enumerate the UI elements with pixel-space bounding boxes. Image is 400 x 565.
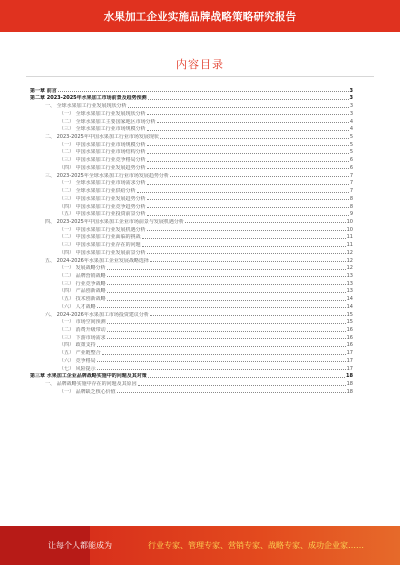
- toc-entry[interactable]: [30, 194, 353, 202]
- toc-dot-leader: [97, 346, 346, 347]
- toc-page-number: 5: [349, 134, 353, 141]
- toc-entry[interactable]: [30, 356, 353, 364]
- toc-page-number: 15: [346, 319, 353, 326]
- toc-entry[interactable]: [30, 225, 353, 233]
- toc-entry-text: （二） 中国水果加工行业市场结构分析: [59, 149, 146, 156]
- toc-entry-text: （五） 技术创新战略: [59, 296, 106, 303]
- toc-page-number: 6: [349, 164, 353, 171]
- toc-dot-leader: [150, 315, 346, 316]
- toc-entry-text: （二） 全球水果加工行业供给分析: [59, 188, 136, 195]
- toc-entry[interactable]: [30, 163, 353, 171]
- toc-entry[interactable]: [30, 117, 353, 125]
- toc-dot-leader: [147, 114, 349, 115]
- toc-page-number: 13: [346, 280, 353, 287]
- toc-dot-leader: [107, 323, 346, 324]
- toc-dot-leader: [138, 385, 346, 386]
- toc-page-number: 17: [346, 350, 353, 357]
- toc-page-number: 18: [346, 373, 353, 380]
- toc-entry[interactable]: [30, 310, 353, 318]
- toc-dot-leader: [170, 176, 349, 177]
- toc-entry[interactable]: [30, 387, 353, 395]
- footer-banner: [0, 526, 400, 565]
- toc-dot-leader: [148, 99, 349, 100]
- toc-entry-text: （四） 产品创新战略: [59, 288, 106, 295]
- toc-entry[interactable]: [30, 132, 353, 140]
- toc-dot-leader: [97, 307, 346, 308]
- toc-page-number: 16: [346, 327, 353, 333]
- toc-entry-text: （五） 中国水果加工行业投资前景分析: [59, 211, 146, 218]
- toc-dot-leader: [107, 284, 346, 285]
- toc-entry-text: （一） 中国水果加工行业发展机遇分析: [59, 226, 146, 233]
- toc-entry[interactable]: [30, 86, 353, 94]
- toc-page-number: 5: [349, 149, 353, 156]
- toc-entry[interactable]: [30, 379, 353, 387]
- toc-page-number: 9: [349, 211, 353, 218]
- toc-page-number: 11: [346, 234, 353, 241]
- toc-page-number: 13: [346, 288, 353, 295]
- toc-entry-text: （三） 中国水果加工行业竞争格局分析: [59, 157, 146, 164]
- toc-page-number: 7: [349, 172, 353, 179]
- toc-dot-leader: [97, 369, 346, 370]
- toc-entry-text: （六） 人才战略: [59, 303, 96, 310]
- table-of-contents: [30, 86, 353, 395]
- toc-entry-text: （三） 中国水果加工行业发展趋势分析: [59, 195, 146, 202]
- toc-page-number: 11: [346, 242, 353, 249]
- toc-entry-text: （四） 中国水果加工行业发展前景分析: [59, 249, 146, 256]
- toc-entry-text: 六、 2024-2026年水果加工市场投资建议分析: [45, 311, 149, 318]
- report-header-bar: [0, 0, 400, 32]
- toc-dot-leader: [147, 153, 349, 154]
- toc-entry-text: 四、 2023-2025年中国水果加工企业市场前景与发展机遇分析: [45, 218, 184, 225]
- toc-dot-leader: [107, 292, 346, 293]
- toc-entry-text: （五） 产业链整合: [59, 350, 101, 357]
- toc-entry[interactable]: [30, 186, 353, 194]
- toc-entry[interactable]: [30, 148, 353, 156]
- toc-entry[interactable]: [30, 264, 353, 272]
- toc-entry[interactable]: [30, 101, 353, 109]
- toc-page-number: 4: [349, 126, 353, 133]
- toc-dot-leader: [147, 184, 349, 185]
- toc-page-number: 14: [346, 296, 353, 303]
- toc-entry-text: （一） 发展战略分析: [59, 265, 106, 272]
- toc-entry[interactable]: [30, 155, 353, 163]
- footer-tagline: 行业专家、管理专家、营销专家、战略专家、成功企业家……: [148, 541, 364, 550]
- toc-dot-leader: [142, 238, 346, 239]
- toc-page-number: 12: [346, 257, 353, 264]
- toc-dot-leader: [147, 130, 349, 131]
- toc-page-number: 5: [349, 141, 353, 148]
- toc-entry[interactable]: [30, 302, 353, 310]
- toc-entry-text: （一） 全球水果加工行业发展现状分析: [59, 110, 146, 117]
- toc-entry-text: （六） 竞争格局: [59, 357, 96, 364]
- toc-entry-text: 第二章 2023-2025年水果加工市场前景及趋势预测: [30, 95, 147, 102]
- toc-page-number: 18: [346, 381, 353, 388]
- toc-dot-leader: [147, 199, 349, 200]
- toc-dot-leader: [147, 145, 349, 146]
- toc-dot-leader: [102, 354, 346, 355]
- toc-entry[interactable]: [30, 248, 353, 256]
- toc-entry-text: （二） 中国水果加工行业面临的挑战: [59, 234, 141, 241]
- toc-entry[interactable]: [30, 94, 353, 102]
- toc-page-number: 8: [349, 195, 353, 202]
- toc-entry[interactable]: [30, 341, 353, 349]
- toc-dot-leader: [185, 222, 346, 223]
- toc-page-number: 17: [346, 357, 353, 364]
- toc-page-number: 12: [346, 249, 353, 256]
- toc-entry[interactable]: [30, 233, 353, 241]
- toc-entry-text: （三） 全球水果加工行业市场规模分析: [59, 126, 146, 133]
- toc-dot-leader: [147, 230, 346, 231]
- toc-dot-leader: [107, 276, 346, 277]
- toc-entry[interactable]: [30, 287, 353, 295]
- toc-page-number: 16: [346, 342, 353, 349]
- toc-entry-text: 第一章 前言: [30, 87, 57, 94]
- toc-dot-leader: [147, 215, 349, 216]
- toc-entry-text: （四） 中国水果加工行业竞争趋势分析: [59, 203, 146, 210]
- toc-dot-leader: [137, 192, 349, 193]
- toc-dot-leader: [147, 168, 349, 169]
- toc-page-number: 13: [346, 272, 353, 279]
- toc-entry[interactable]: [30, 318, 353, 326]
- toc-dot-leader: [107, 331, 346, 332]
- toc-entry[interactable]: [30, 271, 353, 279]
- toc-entry-text: （二） 消费升级带动: [59, 327, 106, 333]
- toc-dot-leader: [128, 107, 349, 108]
- toc-dot-leader: [147, 161, 349, 162]
- toc-entry[interactable]: [30, 372, 353, 380]
- toc-page-number: 10: [346, 226, 353, 233]
- toc-entry[interactable]: [30, 325, 353, 333]
- toc-entry[interactable]: [30, 240, 353, 248]
- toc-page-number: 12: [346, 265, 353, 272]
- toc-entry-text: 五、 2024-2026年水果加工企业发展战略选择: [45, 257, 149, 264]
- toc-dot-leader: [107, 338, 346, 339]
- toc-entry-text: （一） 市场空间预测: [59, 319, 106, 326]
- toc-dot-leader: [58, 91, 349, 92]
- toc-page-number: 16: [346, 334, 353, 341]
- toc-page-number: 17: [346, 365, 353, 372]
- toc-page-number: 4: [349, 118, 353, 125]
- toc-page-number: 6: [349, 157, 353, 164]
- toc-dot-leader: [142, 246, 346, 247]
- toc-entry[interactable]: [30, 217, 353, 225]
- toc-dot-leader: [160, 138, 349, 139]
- toc-dot-leader: [97, 361, 346, 362]
- toc-page-number: 7: [349, 180, 353, 187]
- toc-page-number: 3: [349, 110, 353, 117]
- toc-entry-text: 三、 2023-2025年全球水果加工行业市场发展趋势分析: [45, 172, 169, 179]
- toc-dot-leader: [147, 253, 346, 254]
- toc-entry-text: （一） 中国水果加工行业市场规模分析: [59, 141, 146, 148]
- toc-page-number: 18: [346, 388, 353, 395]
- report-title: 水果加工企业实施品牌战略策略研究报告: [103, 10, 297, 23]
- toc-dot-leader: [107, 300, 346, 301]
- toc-entry-text: （三） 下游市场需求: [59, 334, 106, 341]
- toc-entry[interactable]: [30, 333, 353, 341]
- toc-entry-text: （一） 全球水果加工行业市场需求分析: [59, 180, 146, 187]
- toc-dot-leader: [117, 392, 346, 393]
- toc-dot-leader: [148, 377, 345, 378]
- toc-page-number: 14: [346, 303, 353, 310]
- toc-page-number: 8: [349, 203, 353, 210]
- toc-entry-text: 第三章 水果加工企业品牌战略实施中的问题及其对策: [30, 373, 147, 380]
- toc-entry[interactable]: [30, 140, 353, 148]
- toc-dot-leader: [107, 269, 346, 270]
- toc-page-number: 10: [346, 218, 353, 225]
- toc-entry[interactable]: [30, 348, 353, 356]
- toc-entry-text: （三） 中国水果加工行业存在的问题: [59, 242, 141, 249]
- toc-entry-text: （四） 政策支持: [59, 342, 96, 349]
- toc-entry[interactable]: [30, 202, 353, 210]
- toc-page-number: 3: [349, 95, 353, 102]
- toc-entry[interactable]: [30, 171, 353, 179]
- toc-entry-text: 二、 2023-2025年中国水果加工行业市场发展现状: [45, 134, 159, 141]
- toc-page-number: 7: [349, 188, 353, 195]
- toc-page-number: 3: [349, 87, 353, 94]
- toc-heading: 内容目录: [176, 58, 224, 71]
- toc-dot-leader: [147, 207, 349, 208]
- footer-slogan: 让每个人都能成为: [48, 541, 112, 550]
- toc-entry-text: 一、 全球水果加工行业发展现状分析: [45, 103, 127, 110]
- toc-dot-leader: [150, 261, 346, 262]
- toc-entry[interactable]: [30, 125, 353, 133]
- toc-entry-text: （四） 中国水果加工行业发展趋势分析: [59, 164, 146, 171]
- toc-entry[interactable]: [30, 256, 353, 264]
- toc-entry-text: （一） 品牌缺乏核心价值: [59, 388, 116, 395]
- toc-page-number: 3: [349, 103, 353, 110]
- toc-entry[interactable]: [30, 279, 353, 287]
- toc-divider: [26, 76, 374, 77]
- toc-entry-text: 一、 品牌战略实施中存在的问题及其原因: [45, 381, 137, 388]
- toc-entry-text: （二） 品牌营销战略: [59, 272, 106, 279]
- toc-entry[interactable]: [30, 294, 353, 302]
- toc-dot-leader: [157, 122, 349, 123]
- toc-entry-text: （三） 行业竞争战略: [59, 280, 106, 287]
- toc-entry-text: （七） 风险提示: [59, 365, 96, 372]
- toc-entry[interactable]: [30, 210, 353, 218]
- toc-entry[interactable]: [30, 364, 353, 372]
- toc-entry-text: （二） 全球水果加工主要国家地区市场分析: [59, 118, 156, 125]
- toc-page-number: 15: [346, 311, 353, 318]
- toc-entry[interactable]: [30, 109, 353, 117]
- toc-entry[interactable]: [30, 179, 353, 187]
